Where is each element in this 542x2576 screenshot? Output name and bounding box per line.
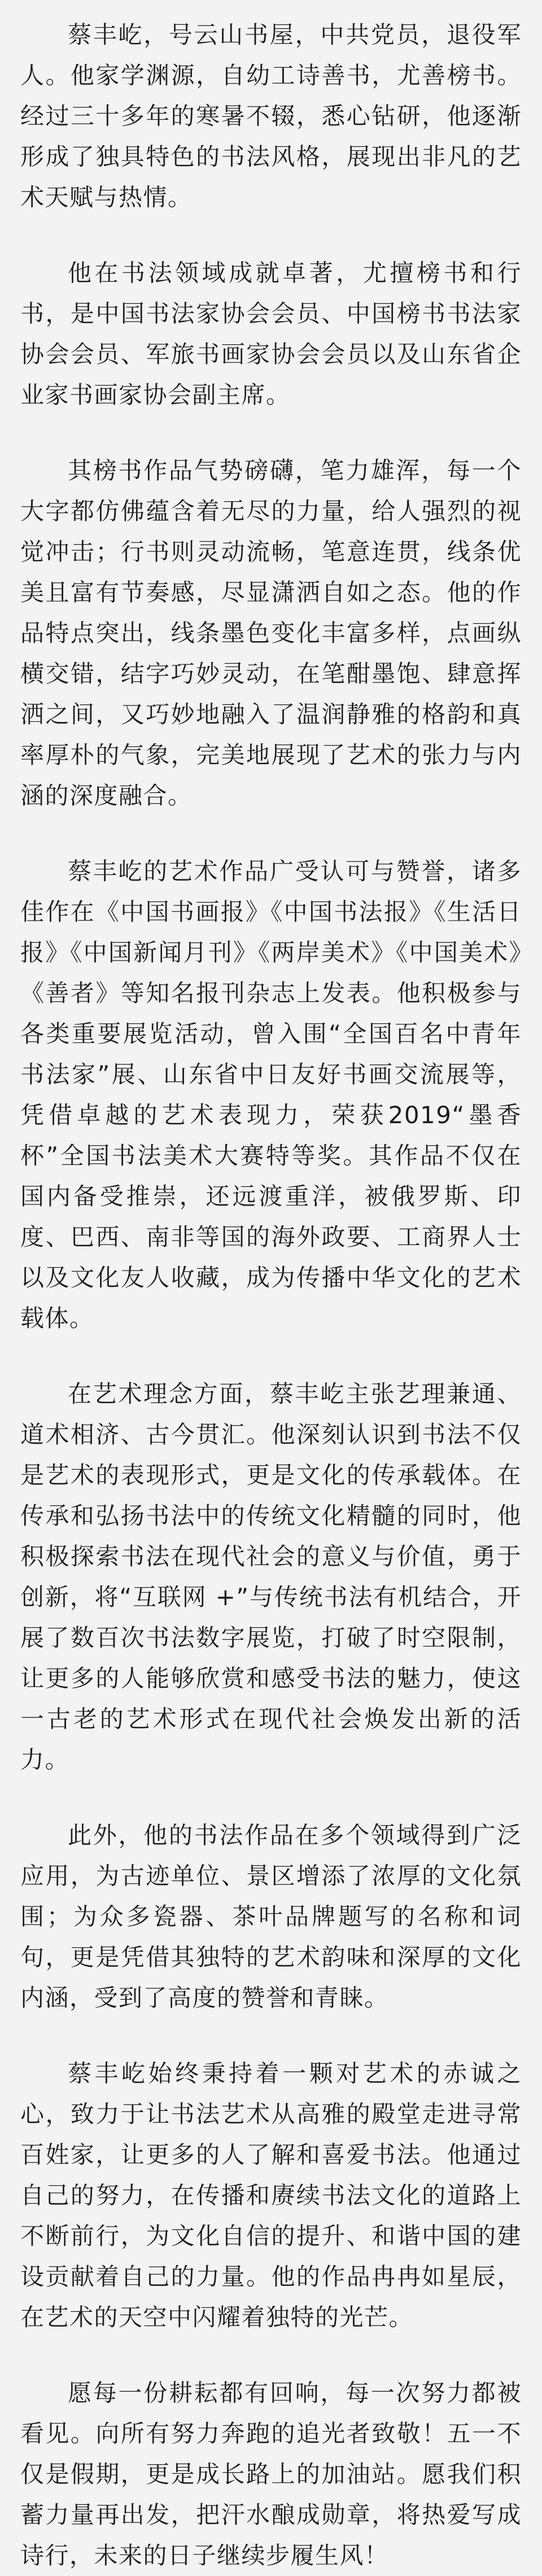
article-paragraph-closing: 愿每一份耕耘都有回响，每一次努力都被看见。向所有努力奔跑的追光者致敬！五一不仅是假期，更是成长路上的加油站。愿我们积蓄力量再出发，把汗水酿成勋章，将热爱写成诗行，未来的日子继续步履生风！: [20, 2379, 522, 2569]
article-paragraph-intro: 蔡丰屹，号云山书屋，中共党员，退役军人。他家学渊源，自幼工诗善书，尤善榜书。经过三十多年的寒暑不辍，悉心钻研，他逐渐形成了独具特色的书法风格，展现出非凡的艺术天赋与热情。: [20, 21, 522, 211]
article-paragraph-mission: 蔡丰屹始终秉持着一颗对艺术的赤诚之心，致力于让书法艺术从高雅的殿堂走进寻常百姓家，让更多的人了解和喜爱书法。他通过自己的努力，在传播和赓续书法文化的道路上不断前行，为文化自信的提升、和谐中国的建设贡献着自己的力量。他的作品冉冉如星辰，在艺术的天空中闪耀着独特的光芒。: [20, 2060, 522, 2331]
article-paragraph-recognition: 蔡丰屹的艺术作品广受认可与赞誉，诸多佳作在《中国书画报》《中国书法报》《生活日报》《中国新闻月刊》《两岸美术》《中国美术》《善者》等知名报刊杂志上发表。他积极参与各类重要展览活动，曾入围“全国百名中青年书法家”展、山东省中日友好书画交流展等，凭借卓越的艺术表现力，荣获2019“墨香杯”全国书法美术大赛特等奖。其作品不仅在国内备受推崇，还远渡重洋，被俄罗斯、印度、巴西、南非等国的海外政要、工商界人士以及文化友人收藏，成为传播中华文化的艺术载体。: [20, 857, 522, 1332]
article-paragraph-applications: 此外，他的书法作品在多个领域得到广泛应用，为古迹单位、景区增添了浓厚的文化氛围；为众多瓷器、茶叶品牌题写的名称和词句，更是凭借其独特的艺术韵味和深厚的文化内涵，受到了高度的赞誉和青睐。: [20, 1821, 522, 2012]
article-paragraph-philosophy: 在艺术理念方面，蔡丰屹主张艺理兼通、道术相济、古今贯汇。他深刻认识到书法不仅是艺术的表现形式，更是文化的传承载体。在传承和弘扬书法中的传统文化精髓的同时，他积极探索书法在现代社会的意义与价值，勇于创新，将“互联网 +”与传统书法有机结合，开展了数百次书法数字展览，打破了时空限制，让更多的人能够欣赏和感受书法的魅力，使这一古老的艺术形式在现代社会焕发出新的活力。: [20, 1380, 522, 1773]
article-paragraph-style: 其榜书作品气势磅礴，笔力雄浑，每一个大字都仿佛蕴含着无尽的力量，给人强烈的视觉冲击；行书则灵动流畅，笔意连贯，线条优美且富有节奏感，尽显潇洒自如之态。他的作品特点突出，线条墨色变化丰富多样，点画纵横交错，结字巧妙灵动，在笔酣墨饱、肆意挥洒之间，又巧妙地融入了温润静雅的格韵和真率厚朴的气象，完美地展现了艺术的张力与内涵的深度融合。: [20, 457, 522, 809]
article-paragraph-memberships: 他在书法领域成就卓著，尤擅榜书和行书，是中国书法家协会会员、中国榜书书法家协会会员、军旅书画家协会会员以及山东省企业家书画家协会副主席。: [20, 259, 522, 409]
